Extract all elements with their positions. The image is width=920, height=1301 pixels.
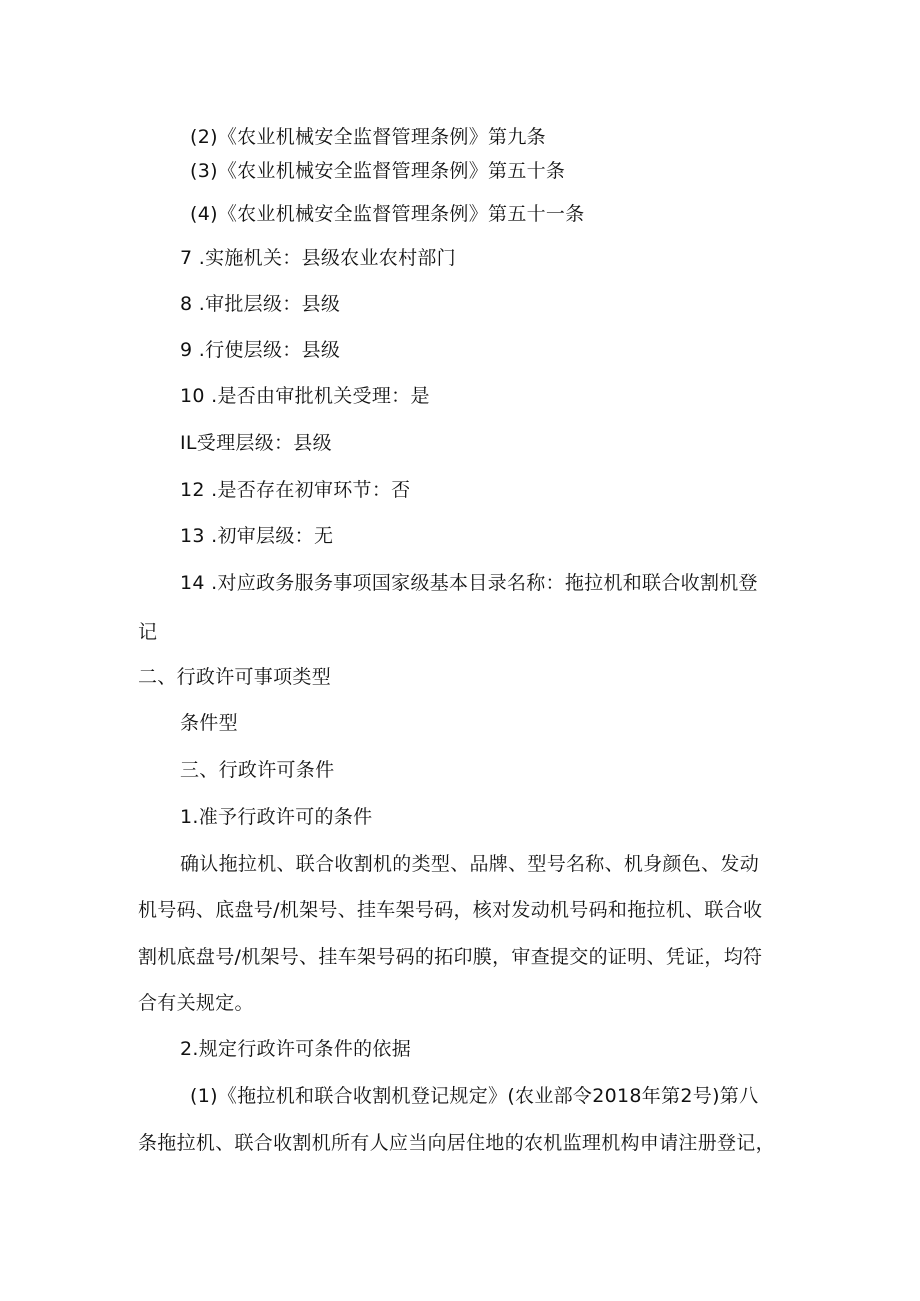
- item-13-preliminary-level: 13 .初审层级：无: [180, 525, 334, 547]
- item-12-preliminary-review: 12 .是否存在初审环节：否: [180, 479, 411, 501]
- conditions-paragraph-line-1: 确认拖拉机、联合收割机的类型、品牌、型号名称、机身颜色、发动: [180, 853, 760, 875]
- section-2-value: 条件型: [180, 712, 238, 734]
- item-8-approval-level: 8 .审批层级：县级: [180, 293, 341, 315]
- basis-item-3: (3)《农业机械安全监督管理条例》第五十条: [190, 160, 566, 182]
- conditions-paragraph-line-3: 割机底盘号/机架号、挂车架号码的拓印膜，审查提交的证明、凭证，均符: [138, 946, 763, 968]
- subsection-1-heading: 1.准予行政许可的条件: [180, 806, 373, 828]
- conditions-paragraph-line-4: 合有关规定。: [138, 992, 254, 1014]
- conditions-paragraph-line-2: 机号码、底盘号/机架号、挂车架号码，核对发动机号码和拖拉机、联合收: [138, 899, 763, 921]
- subsection-2-heading: 2.规定行政许可条件的依据: [180, 1038, 412, 1060]
- item-10-accepted-by-approver: 10 .是否由审批机关受理：是: [180, 385, 430, 407]
- item-14-catalog-name-cont: 记: [138, 621, 158, 643]
- item-11-acceptance-level: IL受理层级：县级: [180, 432, 332, 454]
- basis-item-2: (2)《农业机械安全监督管理条例》第九条: [190, 126, 546, 148]
- item-7-implementing-agency: 7 .实施机关：县级农业农村部门: [180, 247, 456, 269]
- section-2-heading: 二、行政许可事项类型: [138, 666, 332, 688]
- basis-paragraph-line-2: 条拖拉机、联合收割机所有人应当向居住地的农机监理机构申请注册登记，: [138, 1132, 775, 1154]
- item-9-exercise-level: 9 .行使层级：县级: [180, 339, 341, 361]
- section-3-heading: 三、行政许可条件: [180, 759, 335, 781]
- basis-item-4: (4)《农业机械安全监督管理条例》第五十一条: [190, 203, 585, 225]
- item-14-catalog-name: 14 .对应政务服务事项国家级基本目录名称：拖拉机和联合收割机登: [180, 572, 758, 594]
- basis-paragraph-line-1: (1)《拖拉机和联合收割机登记规定》(农业部令2018年第2号)第八: [190, 1085, 759, 1107]
